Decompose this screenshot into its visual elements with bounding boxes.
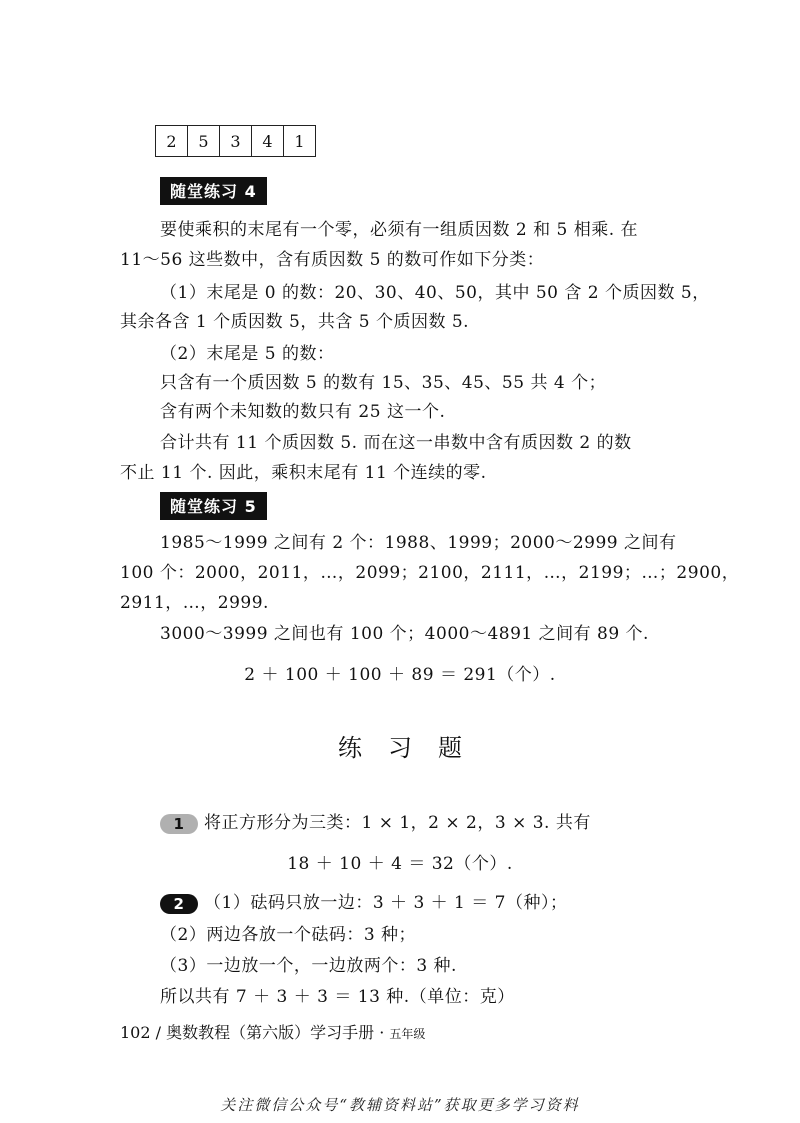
exercise-1-formula: 18 ＋ 10 ＋ 4 ＝ 32（个）. <box>287 854 513 874</box>
practice-5-line: 100 个：2000，2011，…，2099；2100，2111，…，2199；…；2900， <box>120 563 740 583</box>
exercise-2-line: （2）两边各放一个砝码：3 种； <box>160 925 417 945</box>
exercise-2-line <box>160 888 568 918</box>
practice-5-line: 3000～3999 之间也有 100 个；4000～4891 之间有 89 个. <box>160 624 649 644</box>
grade-label: 五年级 <box>389 1027 426 1041</box>
watermark-text: 关注微信公众号“教辅资料站”获取更多学习资料 <box>220 1096 580 1114</box>
page-footer <box>120 1020 425 1043</box>
practice-4-line: 含有两个未知数的数只有 25 这一个. <box>160 402 446 422</box>
sequence-cell: 1 <box>294 131 305 151</box>
practice-5-line: 1985～1999 之间有 2 个：1988、1999；2000～2999 之间有 <box>160 533 677 553</box>
exercise-number-badge: 1 <box>160 814 198 834</box>
sequence-cell: 2 <box>156 126 188 156</box>
practice-4-line: 11～56 这些数中，含有质因数 5 的数可作如下分类： <box>120 250 545 270</box>
practice-4-line: 只含有一个质因数 5 的数有 15、35、45、55 共 4 个； <box>160 373 607 393</box>
page-number: 102 <box>120 1023 151 1042</box>
practice-5-formula: 2 ＋ 100 ＋ 100 ＋ 89 ＝ 291（个）. <box>244 665 556 685</box>
sequence-cell: 5 <box>188 126 220 156</box>
practice-5-badge: 随堂练习 5 <box>160 492 267 520</box>
practice-5-line: 2911，…，2999. <box>120 593 269 613</box>
exercise-2-line: （3）一边放一个，一边放两个：3 种. <box>160 956 457 976</box>
exercise-number-badge: 2 <box>160 894 198 914</box>
practice-4-line: （2）末尾是 5 的数： <box>160 344 335 364</box>
exercise-2-text: （1）砝码只放一边：3 ＋ 3 ＋ 1 ＝ 7（种）； <box>204 893 568 913</box>
sequence-cell: 3 <box>220 126 252 156</box>
practice-4-badge: 随堂练习 4 <box>160 177 267 205</box>
practice-4-line: 合计共有 11 个质因数 5. 而在这一串数中含有质因数 2 的数 <box>160 433 632 453</box>
exercises-title: 练习题 <box>338 734 488 762</box>
book-title: / 奥数教程（第六版）学习手册 · <box>155 1023 385 1042</box>
sequence-cell: 4 <box>252 126 284 156</box>
practice-4-line: （1）末尾是 0 的数：20、30、40、50，其中 50 含 2 个质因数 5， <box>160 283 710 303</box>
practice-4-line: 要使乘积的末尾有一个零，必须有一组质因数 2 和 5 相乘. 在 <box>160 220 639 240</box>
exercise-1-line <box>160 808 591 838</box>
practice-4-line: 不止 11 个. 因此，乘积末尾有 11 个连续的零. <box>120 463 487 483</box>
exercise-1-text: 将正方形分为三类：1 × 1，2 × 2，3 × 3. 共有 <box>204 813 591 833</box>
exercise-2-line: 所以共有 7 ＋ 3 ＋ 3 ＝ 13 种.（单位：克） <box>160 987 515 1007</box>
number-sequence-boxes <box>155 125 316 157</box>
practice-4-line: 其余各含 1 个质因数 5，共含 5 个质因数 5. <box>120 312 470 332</box>
